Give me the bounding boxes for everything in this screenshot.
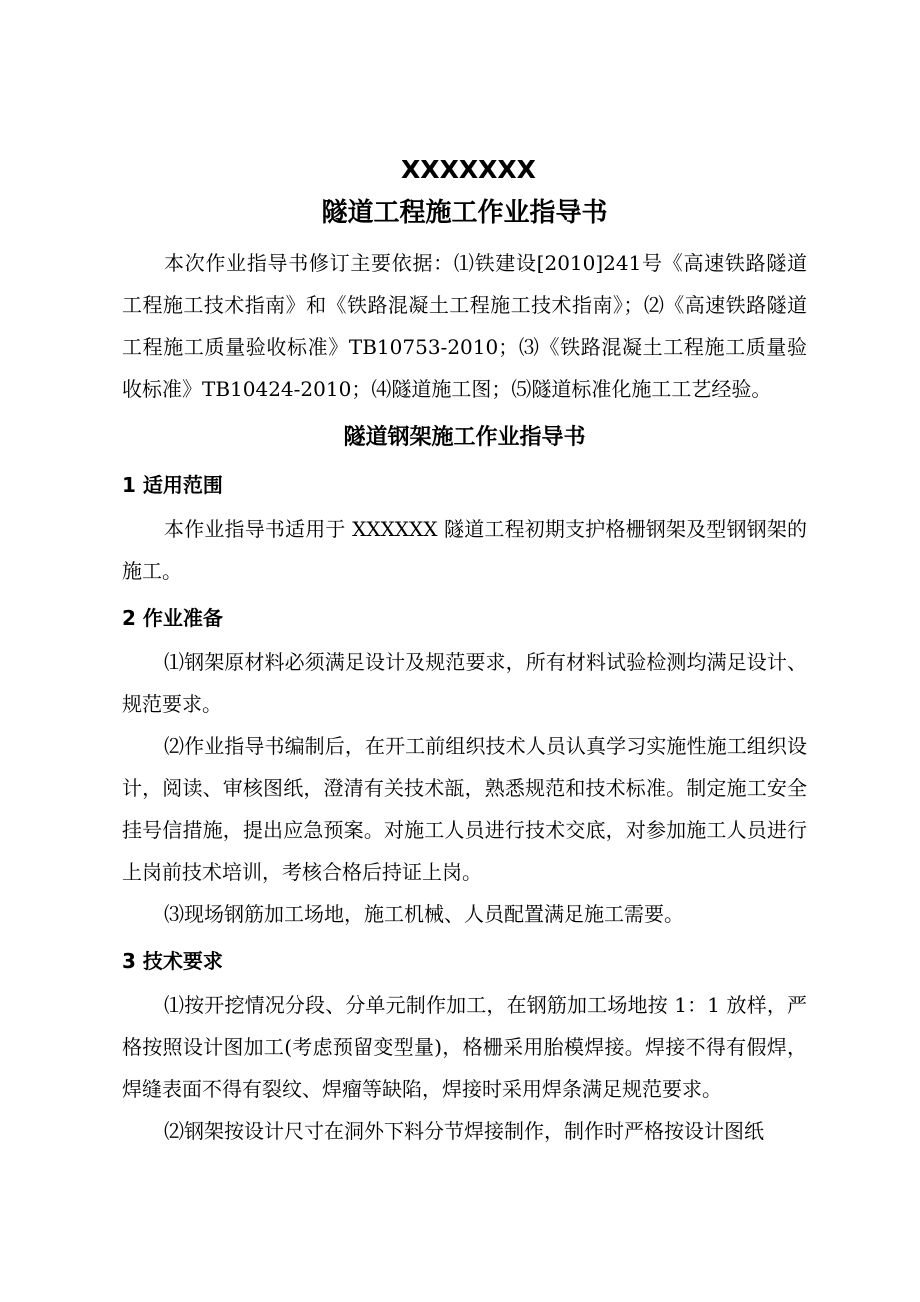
- document-body: [122, 150, 807, 1152]
- section-paragraph: ⑶现场钢筋加工场地，施工机械、人员配置满足施工需要。: [164, 902, 684, 926]
- section-paragraph: ⑵作业指导书编制后，在开工前组织技术人员认真学习实施性施工组织设计，阅读、审核图纸，澄清有关技术瓿，熟悉规范和技术标准。制定施工安全挂号信措施，提出应急预案。对施工人员进行技术交底，对参加施工人员进行上岗前技术培训，考核合格后持证上岗。: [122, 734, 807, 884]
- section-paragraph: ⑵钢架按设计尺寸在洞外下料分节焊接制作，制作时严格按设计图纸: [164, 1119, 764, 1143]
- document-sub-title: 隧道钢架施工作业指导书: [343, 425, 586, 450]
- section-paragraph: 本作业指导书适用于 XXXXXX 隧道工程初期支护格栅钢架及型钢钢架的施工。: [122, 517, 807, 583]
- section-paragraph: ⑴按开挖情况分段、分单元制作加工，在钢筋加工场地按 1：1 放样，严格按照设计图加工(考虑预留变型量)，格栅采用胎模焊接。焊接不得有假焊，焊缝表面不得有裂纹、焊瘤等缺陷，焊接时采用焊条满足规范要求。: [122, 993, 807, 1101]
- section-heading-technical-requirements: 3 技术要求: [122, 949, 223, 973]
- intro-paragraph: 本次作业指导书修订主要依据：⑴铁建设[2010]241号《高速铁路隧道工程施工技术指南》和《铁路混凝土工程施工技术指南》；⑵《高速铁路隧道工程施工质量验收标准》TB10753-2010；⑶《铁路混凝土工程施工质量验收标准》TB10424-2010；⑷隧道施工图；⑸隧道标准化施工工艺经验。: [122, 251, 807, 401]
- section-heading-preparation: 2 作业准备: [122, 606, 223, 630]
- document-code-title: XXXXXXX: [401, 155, 536, 184]
- section-heading-scope: 1 适用范围: [122, 473, 223, 497]
- section-paragraph: ⑴钢架原材料必须满足设计及规范要求，所有材料试验检测均满足设计、规范要求。: [122, 650, 807, 716]
- document-main-title: 隧道工程施工作业指导书: [321, 198, 608, 228]
